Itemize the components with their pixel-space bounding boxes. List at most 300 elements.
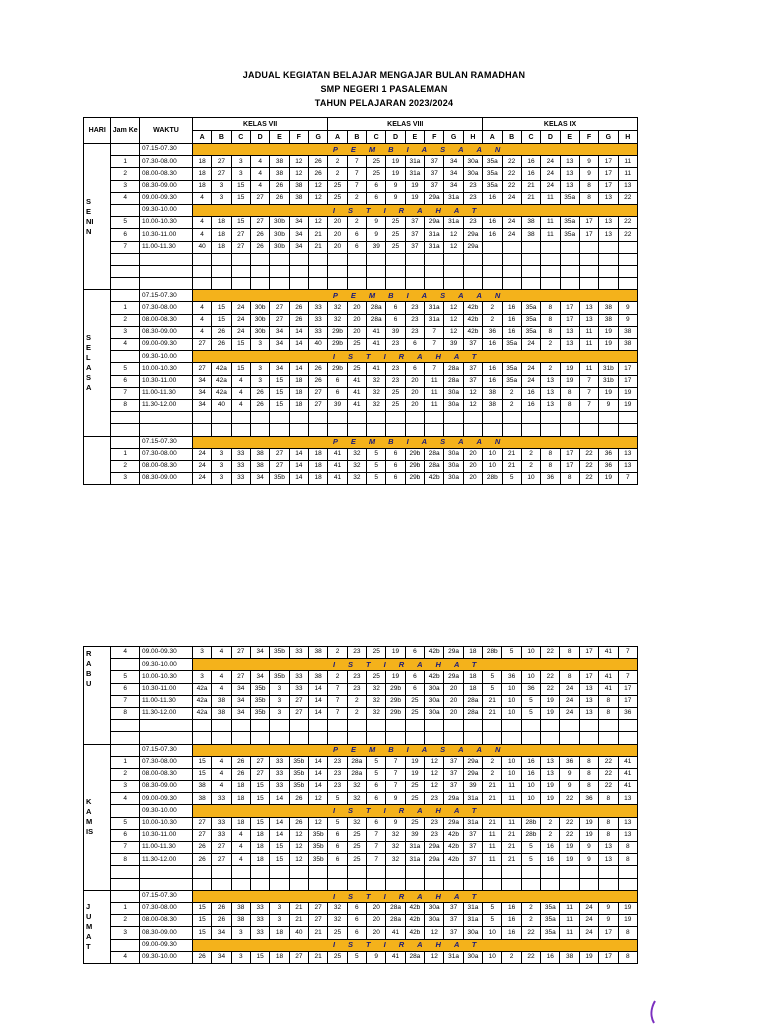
teacher-code-cell: 23 bbox=[463, 180, 482, 192]
teacher-code-cell: 27 bbox=[250, 217, 269, 229]
teacher-code-cell: 30a bbox=[463, 168, 482, 180]
empty-cell bbox=[212, 720, 231, 732]
teacher-code-cell: 21 bbox=[309, 951, 328, 963]
teacher-code-cell: 3 bbox=[231, 951, 250, 963]
teacher-code-cell bbox=[599, 241, 618, 253]
teacher-code-cell: 34 bbox=[289, 241, 308, 253]
class-letter-header: A bbox=[483, 131, 502, 144]
teacher-code-cell: 37 bbox=[425, 156, 444, 168]
teacher-code-cell: 27 bbox=[250, 756, 269, 768]
empty-cell bbox=[618, 866, 638, 878]
teacher-code-cell: 41 bbox=[347, 387, 366, 399]
teacher-code-cell: 42b bbox=[444, 842, 463, 854]
table-row bbox=[84, 878, 638, 890]
empty-cell bbox=[212, 424, 231, 436]
teacher-code-cell: 26 bbox=[212, 915, 231, 927]
empty-cell bbox=[560, 265, 579, 277]
empty-cell bbox=[367, 878, 386, 890]
teacher-code-cell: 13 bbox=[599, 217, 618, 229]
empty-cell bbox=[579, 732, 598, 744]
teacher-code-cell: 8 bbox=[618, 951, 638, 963]
teacher-code-cell: 27 bbox=[308, 387, 327, 399]
empty-cell bbox=[212, 732, 231, 744]
teacher-code-cell: 12 bbox=[425, 756, 444, 768]
band-istirahat bbox=[192, 890, 637, 902]
teacher-code-cell: 15 bbox=[192, 756, 211, 768]
teacher-code-cell: 4 bbox=[250, 180, 269, 192]
teacher-code-cell: 38 bbox=[231, 902, 250, 914]
teacher-code-cell: 14 bbox=[270, 817, 289, 829]
teacher-code-cell: 13 bbox=[541, 399, 560, 411]
teacher-code-cell: 30a bbox=[463, 927, 482, 939]
jam-ke-cell: 8 bbox=[111, 854, 140, 866]
empty-cell bbox=[463, 866, 482, 878]
empty-cell bbox=[599, 278, 618, 290]
empty-cell bbox=[521, 878, 540, 890]
teacher-code-cell: 34 bbox=[231, 707, 250, 719]
class-letter-header: C bbox=[231, 131, 250, 144]
teacher-code-cell: 10 bbox=[483, 927, 502, 939]
waktu-cell: 09.30-10.00 bbox=[139, 951, 192, 963]
teacher-code-cell: 18 bbox=[231, 817, 250, 829]
teacher-code-cell: 21 bbox=[309, 927, 328, 939]
empty-cell bbox=[309, 720, 328, 732]
teacher-code-cell: 41 bbox=[599, 647, 618, 659]
teacher-code-cell: 11 bbox=[541, 217, 560, 229]
teacher-code-cell: 11 bbox=[483, 829, 502, 841]
empty-cell bbox=[347, 265, 366, 277]
teacher-code-cell: 2 bbox=[521, 915, 540, 927]
waktu-cell: 09.00-09.30 bbox=[139, 339, 192, 351]
teacher-code-cell: 11 bbox=[579, 326, 598, 338]
title-line-3: TAHUN PELAJARAN 2023/2024 bbox=[314, 98, 454, 108]
jam-ke-cell bbox=[111, 744, 140, 756]
teacher-code-cell: 23 bbox=[386, 339, 405, 351]
teacher-code-cell: 38 bbox=[309, 671, 328, 683]
jam-ke-cell: 6 bbox=[111, 229, 140, 241]
teacher-code-cell: 11 bbox=[579, 363, 598, 375]
empty-cell bbox=[560, 732, 579, 744]
teacher-code-cell: 22 bbox=[521, 951, 540, 963]
teacher-code-cell: 25 bbox=[386, 229, 405, 241]
teacher-code-cell: 29b bbox=[405, 473, 424, 485]
teacher-code-cell: 3 bbox=[231, 927, 250, 939]
waktu-cell: 08.00-08.30 bbox=[139, 168, 192, 180]
empty-cell bbox=[289, 278, 308, 290]
teacher-code-cell: 11 bbox=[560, 902, 579, 914]
teacher-code-cell: 10 bbox=[521, 793, 540, 805]
empty-cell bbox=[444, 265, 463, 277]
teacher-code-cell: 35a bbox=[502, 363, 521, 375]
teacher-code-cell: 6 bbox=[328, 375, 347, 387]
teacher-code-cell: 23 bbox=[425, 793, 444, 805]
teacher-code-cell: 16 bbox=[521, 399, 540, 411]
empty-cell bbox=[579, 412, 598, 424]
teacher-code-cell: 31a bbox=[463, 902, 482, 914]
teacher-code-cell: 29b bbox=[405, 460, 424, 472]
teacher-code-cell: 6 bbox=[347, 241, 366, 253]
teacher-code-cell: 2 bbox=[541, 817, 560, 829]
empty-cell bbox=[405, 878, 424, 890]
empty-cell bbox=[289, 732, 308, 744]
teacher-code-cell: 41 bbox=[618, 768, 638, 780]
teacher-code-cell: 19 bbox=[541, 781, 560, 793]
empty-cell bbox=[521, 278, 540, 290]
teacher-code-cell: 37 bbox=[425, 168, 444, 180]
teacher-code-cell: 2 bbox=[347, 192, 366, 204]
teacher-code-cell: 7 bbox=[386, 768, 405, 780]
teacher-code-cell: 11 bbox=[502, 817, 521, 829]
jam-ke-cell: 3 bbox=[111, 781, 140, 793]
waktu-cell: 09.00-09.30 bbox=[139, 939, 192, 951]
empty-cell bbox=[618, 720, 638, 732]
pen-mark-icon bbox=[649, 1000, 657, 1024]
empty-cell bbox=[618, 732, 638, 744]
teacher-code-cell: 15 bbox=[250, 817, 269, 829]
teacher-code-cell: 14 bbox=[309, 683, 328, 695]
teacher-code-cell: 15 bbox=[212, 314, 231, 326]
teacher-code-cell: 26 bbox=[270, 192, 289, 204]
teacher-code-cell: 16 bbox=[483, 217, 502, 229]
teacher-code-cell: 15 bbox=[231, 192, 250, 204]
empty-cell bbox=[483, 732, 502, 744]
teacher-code-cell: 15 bbox=[212, 302, 231, 314]
table-row bbox=[84, 720, 638, 732]
teacher-code-cell: 25 bbox=[328, 951, 347, 963]
teacher-code-cell: 31a bbox=[405, 842, 424, 854]
teacher-code-cell: 16 bbox=[502, 915, 521, 927]
teacher-code-cell: 29a bbox=[444, 647, 463, 659]
empty-cell bbox=[231, 253, 250, 265]
teacher-code-cell: 11 bbox=[618, 168, 637, 180]
teacher-code-cell: 19 bbox=[405, 192, 424, 204]
teacher-code-cell: 33 bbox=[289, 683, 308, 695]
waktu-cell: 08.00-08.30 bbox=[139, 460, 192, 472]
empty-cell bbox=[231, 412, 250, 424]
teacher-code-cell: 21 bbox=[289, 902, 308, 914]
class-letter-header: B bbox=[347, 131, 366, 144]
teacher-code-cell: 6 bbox=[367, 180, 386, 192]
waktu-cell: 07.15-07.30 bbox=[139, 744, 192, 756]
teacher-code-cell: 17 bbox=[560, 314, 579, 326]
empty-cell bbox=[289, 878, 308, 890]
teacher-code-cell: 37 bbox=[444, 781, 463, 793]
teacher-code-cell: 32 bbox=[347, 473, 366, 485]
jam-ke-cell: 7 bbox=[111, 695, 140, 707]
waktu-cell: 11.00-11.30 bbox=[139, 387, 192, 399]
table-row bbox=[84, 387, 638, 399]
teacher-code-cell: 41 bbox=[618, 756, 638, 768]
empty-cell bbox=[560, 253, 579, 265]
teacher-code-cell: 29a bbox=[444, 817, 463, 829]
teacher-code-cell: 12 bbox=[289, 156, 308, 168]
teacher-code-cell: 33 bbox=[212, 829, 231, 841]
teacher-code-cell: 24 bbox=[560, 695, 579, 707]
empty-cell bbox=[212, 278, 231, 290]
teacher-code-cell: 2 bbox=[502, 951, 521, 963]
teacher-code-cell: 34 bbox=[231, 683, 250, 695]
teacher-code-cell: 16 bbox=[521, 168, 540, 180]
teacher-code-cell: 27 bbox=[212, 854, 231, 866]
teacher-code-cell: 4 bbox=[192, 314, 211, 326]
teacher-code-cell: 30b bbox=[270, 229, 289, 241]
teacher-code-cell: 35b bbox=[289, 781, 308, 793]
table-row bbox=[84, 204, 638, 216]
teacher-code-cell: 21 bbox=[308, 241, 327, 253]
teacher-code-cell: 25 bbox=[328, 192, 347, 204]
empty-cell bbox=[270, 720, 289, 732]
teacher-code-cell: 37 bbox=[444, 927, 463, 939]
waktu-cell: 07.30-08.00 bbox=[139, 756, 192, 768]
teacher-code-cell: 14 bbox=[289, 326, 308, 338]
teacher-code-cell: 20 bbox=[367, 915, 386, 927]
band-istirahat bbox=[192, 805, 637, 817]
teacher-code-cell: 16 bbox=[541, 854, 560, 866]
teacher-code-cell: 37 bbox=[463, 339, 482, 351]
empty-cell bbox=[270, 412, 289, 424]
teacher-code-cell: 21 bbox=[308, 229, 327, 241]
teacher-code-cell: 8 bbox=[579, 781, 598, 793]
teacher-code-cell: 5 bbox=[328, 817, 347, 829]
teacher-code-cell: 10 bbox=[521, 781, 540, 793]
teacher-code-cell: 30a bbox=[444, 399, 463, 411]
teacher-code-cell: 15 bbox=[231, 217, 250, 229]
empty-cell bbox=[560, 878, 579, 890]
empty-cell bbox=[250, 424, 269, 436]
teacher-code-cell: 21 bbox=[289, 915, 308, 927]
waktu-cell: 07.30-08.00 bbox=[139, 902, 192, 914]
teacher-code-cell: 38 bbox=[250, 460, 269, 472]
empty-cell bbox=[308, 265, 327, 277]
class-letter-header: A bbox=[328, 131, 347, 144]
waktu-cell: 08.30-09.00 bbox=[139, 927, 192, 939]
teacher-code-cell: 9 bbox=[386, 793, 405, 805]
day-label bbox=[84, 290, 111, 436]
teacher-code-cell: 17 bbox=[618, 363, 637, 375]
waktu-cell: 11.30-12.00 bbox=[139, 854, 192, 866]
teacher-code-cell: 23 bbox=[347, 683, 366, 695]
jam-ke-cell: 2 bbox=[111, 460, 140, 472]
teacher-code-cell: 16 bbox=[521, 768, 540, 780]
empty-cell bbox=[521, 720, 540, 732]
empty-cell bbox=[444, 253, 463, 265]
teacher-code-cell: 19 bbox=[386, 647, 405, 659]
class-letter-header: A bbox=[192, 131, 211, 144]
jam-ke-cell: 2 bbox=[111, 768, 140, 780]
jam-ke-cell: 8 bbox=[111, 707, 140, 719]
teacher-code-cell: 6 bbox=[328, 829, 347, 841]
teacher-code-cell: 18 bbox=[192, 156, 211, 168]
jam-ke-cell: 3 bbox=[111, 927, 140, 939]
teacher-code-cell: 22 bbox=[541, 671, 560, 683]
empty-cell bbox=[308, 253, 327, 265]
teacher-code-cell: 17 bbox=[618, 683, 638, 695]
empty-cell bbox=[231, 720, 250, 732]
empty-cell bbox=[463, 720, 482, 732]
teacher-code-cell: 26 bbox=[250, 399, 269, 411]
empty-cell bbox=[483, 253, 502, 265]
empty-cell bbox=[502, 278, 521, 290]
empty-cell bbox=[111, 424, 140, 436]
teacher-code-cell: 28b bbox=[521, 817, 540, 829]
teacher-code-cell: 27 bbox=[270, 314, 289, 326]
teacher-code-cell: 4 bbox=[250, 156, 269, 168]
teacher-code-cell: 3 bbox=[270, 902, 289, 914]
empty-cell bbox=[328, 878, 347, 890]
waktu-cell: 08.00-08.30 bbox=[139, 915, 192, 927]
teacher-code-cell: 26 bbox=[250, 229, 269, 241]
table-row bbox=[84, 424, 638, 436]
table-row bbox=[84, 842, 638, 854]
teacher-code-cell: 19 bbox=[618, 399, 637, 411]
teacher-code-cell: 19 bbox=[541, 695, 560, 707]
empty-cell bbox=[328, 866, 347, 878]
waktu-cell: 10.30-11.00 bbox=[139, 683, 192, 695]
class-letter-header: E bbox=[270, 131, 289, 144]
teacher-code-cell: 19 bbox=[560, 363, 579, 375]
teacher-code-cell: 35b bbox=[250, 683, 269, 695]
empty-cell bbox=[250, 732, 269, 744]
teacher-code-cell: 5 bbox=[502, 473, 521, 485]
teacher-code-cell: 31a bbox=[463, 915, 482, 927]
empty-cell bbox=[386, 732, 405, 744]
teacher-code-cell: 19 bbox=[386, 168, 405, 180]
table-row bbox=[84, 290, 638, 302]
teacher-code-cell: 28a bbox=[463, 695, 482, 707]
class-letter-header: C bbox=[367, 131, 386, 144]
teacher-code-cell: 3 bbox=[212, 180, 231, 192]
teacher-code-cell: 28a bbox=[405, 951, 424, 963]
table-row bbox=[84, 829, 638, 841]
teacher-code-cell: 4 bbox=[192, 192, 211, 204]
teacher-code-cell: 33 bbox=[212, 793, 231, 805]
band-text: PEMBIASAAN bbox=[332, 144, 514, 154]
teacher-code-cell: 12 bbox=[289, 854, 308, 866]
empty-cell bbox=[405, 412, 424, 424]
teacher-code-cell: 41 bbox=[599, 683, 618, 695]
teacher-code-cell: 13 bbox=[579, 707, 598, 719]
teacher-code-cell: 10 bbox=[521, 473, 540, 485]
teacher-code-cell: 24 bbox=[192, 448, 211, 460]
teacher-code-cell: 3 bbox=[231, 168, 250, 180]
teacher-code-cell: 29b bbox=[328, 339, 347, 351]
empty-cell bbox=[328, 424, 347, 436]
empty-cell bbox=[483, 265, 502, 277]
teacher-code-cell: 35a bbox=[502, 375, 521, 387]
empty-cell bbox=[367, 732, 386, 744]
teacher-code-cell: 25 bbox=[367, 156, 386, 168]
teacher-code-cell: 22 bbox=[618, 217, 637, 229]
teacher-code-cell: 2 bbox=[483, 314, 502, 326]
empty-cell bbox=[212, 878, 231, 890]
jam-ke-cell bbox=[111, 290, 140, 302]
class-letter-header: H bbox=[618, 131, 637, 144]
teacher-code-cell: 34 bbox=[270, 363, 289, 375]
empty-cell bbox=[347, 732, 366, 744]
teacher-code-cell: 26 bbox=[308, 156, 327, 168]
teacher-code-cell: 4 bbox=[212, 671, 231, 683]
teacher-code-cell: 14 bbox=[309, 756, 328, 768]
teacher-code-cell: 6 bbox=[367, 793, 386, 805]
teacher-code-cell: 29b bbox=[328, 363, 347, 375]
empty-cell bbox=[405, 265, 424, 277]
teacher-code-cell: 42b bbox=[463, 314, 482, 326]
teacher-code-cell: 29a bbox=[463, 229, 482, 241]
table-row bbox=[84, 781, 638, 793]
teacher-code-cell: 9 bbox=[579, 156, 598, 168]
teacher-code-cell: 28a bbox=[347, 756, 366, 768]
teacher-code-cell: 10 bbox=[483, 448, 502, 460]
table-row bbox=[84, 448, 638, 460]
teacher-code-cell: 5 bbox=[367, 473, 386, 485]
teacher-code-cell: 41 bbox=[367, 326, 386, 338]
teacher-code-cell: 23 bbox=[328, 768, 347, 780]
class-letter-header: H bbox=[463, 131, 482, 144]
kelas-header: KELAS VIII bbox=[328, 118, 483, 131]
day-label bbox=[84, 436, 111, 485]
teacher-code-cell: 20 bbox=[444, 683, 463, 695]
teacher-code-cell: 3 bbox=[270, 683, 289, 695]
teacher-code-cell: 13 bbox=[618, 180, 637, 192]
jam-ke-cell: 7 bbox=[111, 241, 140, 253]
teacher-code-cell: 32 bbox=[328, 915, 347, 927]
teacher-code-cell: 22 bbox=[502, 156, 521, 168]
waktu-header: WAKTU bbox=[139, 118, 192, 144]
teacher-code-cell: 32 bbox=[347, 817, 366, 829]
empty-cell bbox=[139, 732, 192, 744]
teacher-code-cell: 18 bbox=[463, 671, 482, 683]
teacher-code-cell: 12 bbox=[444, 241, 463, 253]
teacher-code-cell: 7 bbox=[328, 695, 347, 707]
teacher-code-cell: 6 bbox=[405, 339, 424, 351]
teacher-code-cell: 15 bbox=[192, 768, 211, 780]
teacher-code-cell: 33 bbox=[289, 647, 308, 659]
teacher-code-cell: 27 bbox=[192, 339, 211, 351]
empty-cell bbox=[502, 253, 521, 265]
teacher-code-cell: 16 bbox=[541, 842, 560, 854]
hari-header: HARI bbox=[84, 118, 111, 144]
waktu-cell: 09.00-09.30 bbox=[139, 647, 192, 659]
empty-cell bbox=[599, 253, 618, 265]
teacher-code-cell: 9 bbox=[618, 302, 637, 314]
teacher-code-cell: 34 bbox=[250, 647, 269, 659]
teacher-code-cell: 8 bbox=[560, 671, 579, 683]
empty-cell bbox=[444, 278, 463, 290]
teacher-code-cell: 24 bbox=[579, 915, 598, 927]
teacher-code-cell: 27 bbox=[231, 671, 250, 683]
jam-ke-cell bbox=[111, 144, 140, 156]
empty-cell bbox=[139, 412, 192, 424]
teacher-code-cell: 38 bbox=[250, 448, 269, 460]
teacher-code-cell: 4 bbox=[212, 768, 231, 780]
empty-cell bbox=[541, 265, 560, 277]
teacher-code-cell: 34 bbox=[289, 229, 308, 241]
band-text: PEMBIASAAN bbox=[332, 291, 514, 301]
empty-cell bbox=[139, 253, 192, 265]
jam-ke-cell: 6 bbox=[111, 375, 140, 387]
teacher-code-cell: 3 bbox=[250, 339, 269, 351]
empty-cell bbox=[139, 278, 192, 290]
teacher-code-cell: 11 bbox=[541, 229, 560, 241]
teacher-code-cell: 11 bbox=[541, 192, 560, 204]
teacher-code-cell: 8 bbox=[599, 817, 618, 829]
empty-cell bbox=[502, 732, 521, 744]
teacher-code-cell: 5 bbox=[347, 951, 366, 963]
teacher-code-cell: 32 bbox=[347, 460, 366, 472]
teacher-code-cell: 19 bbox=[405, 180, 424, 192]
teacher-code-cell: 21 bbox=[483, 695, 502, 707]
teacher-code-cell: 36 bbox=[579, 793, 598, 805]
